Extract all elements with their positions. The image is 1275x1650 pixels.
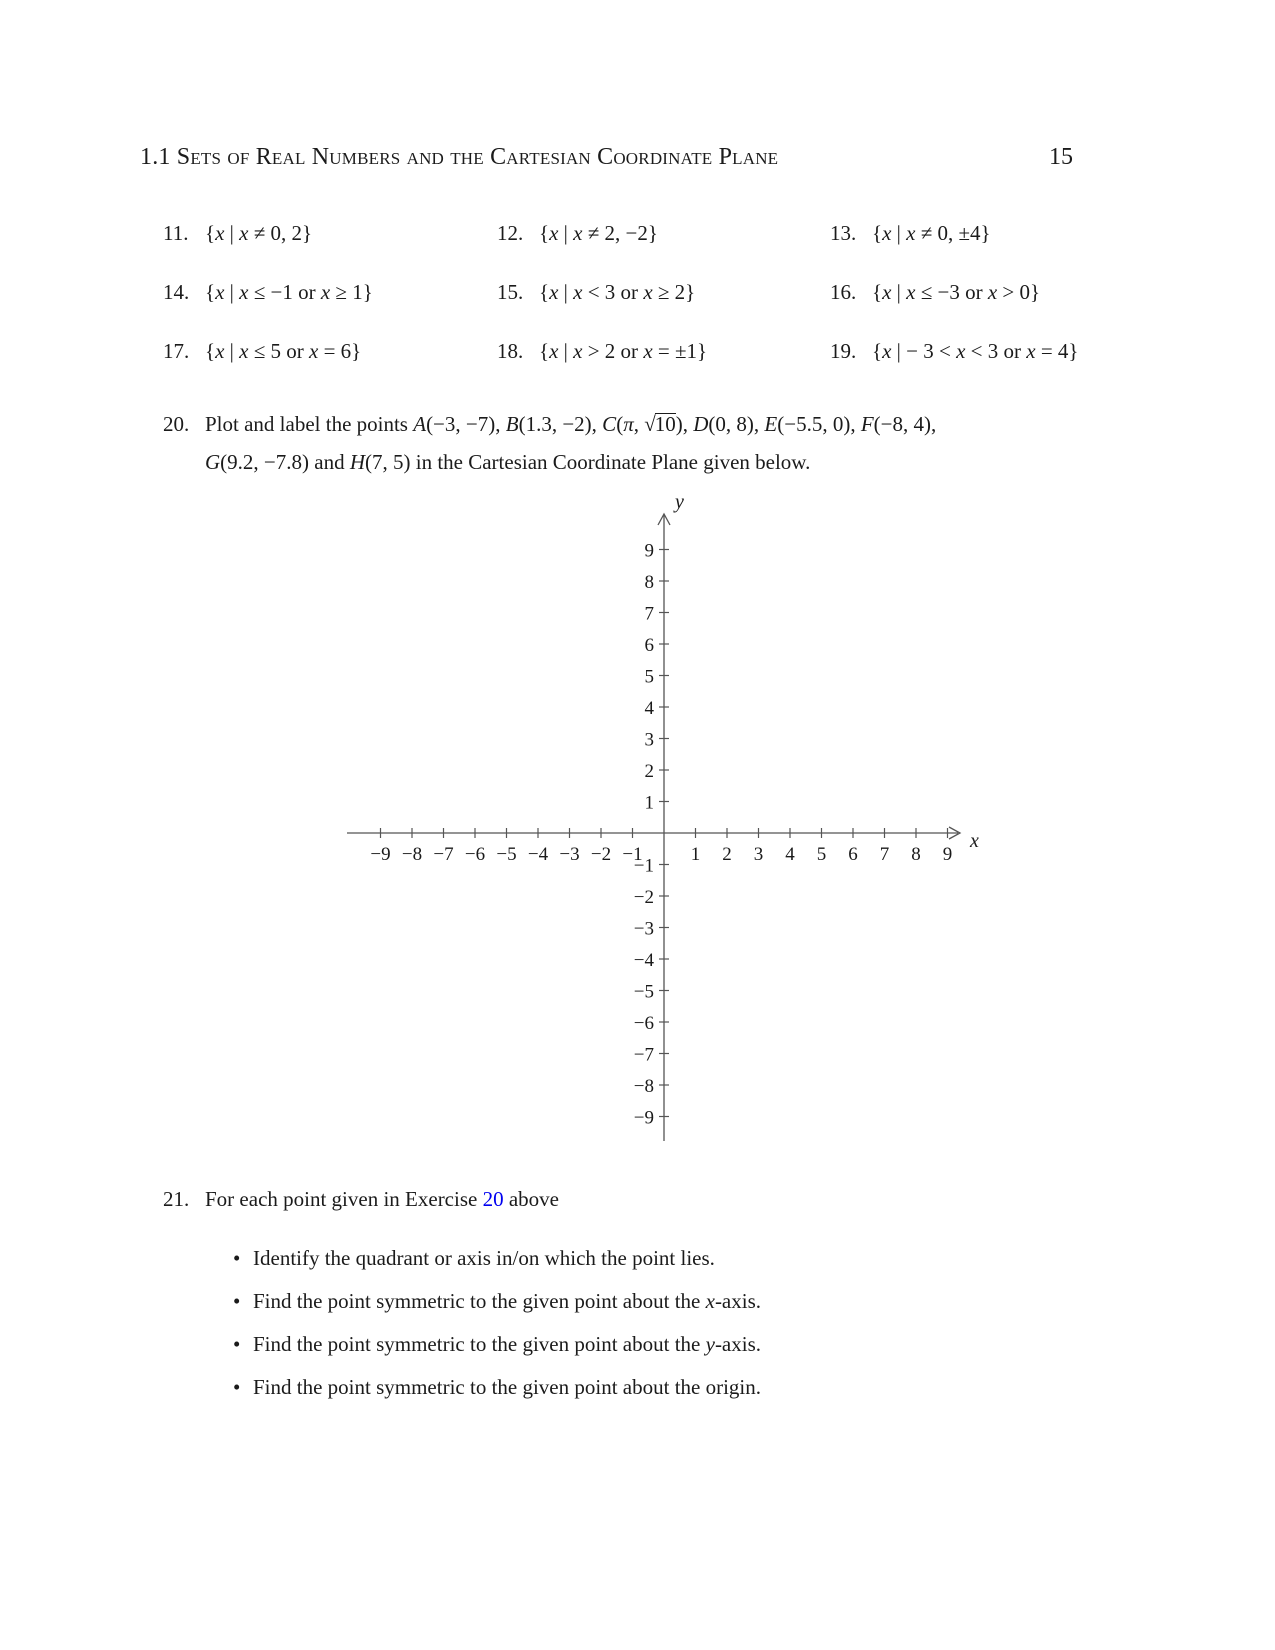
x-tick-label: 6: [848, 844, 858, 865]
bullet-icon: •: [233, 1332, 241, 1356]
exercise-number: 17.: [163, 339, 190, 363]
bullet-text: Find the point symmetric to the given point about the origin.: [253, 1375, 762, 1399]
y-tick-label: −3: [633, 918, 654, 940]
cartesian-coordinate-plane: [320, 478, 1010, 1178]
x-tick-label: −2: [590, 844, 612, 865]
x-tick-label: 7: [879, 844, 890, 865]
exercise-11: [163, 221, 312, 246]
exercise-number: 21.: [163, 1187, 190, 1211]
x-tick-label: 3: [753, 844, 764, 865]
y-tick-label: 3: [644, 729, 654, 751]
y-tick-label: 1: [644, 792, 654, 814]
y-tick-label: −8: [633, 1076, 654, 1097]
exercise-row-11-13: [163, 221, 1243, 251]
y-tick-label: −6: [633, 1013, 654, 1034]
x-tick-label: 4: [785, 844, 795, 865]
bullet-text: Find the point symmetric to the given point about the x-axis.: [253, 1289, 762, 1313]
exercise-number: 14.: [163, 280, 190, 304]
exercise-20-line2: G(9.2, −7.8) and H(7, 5) in the Cartesian Coordinate Plane given below.: [205, 450, 811, 474]
exercise-15: [497, 280, 695, 305]
bullet-item-origin-symmetry: [233, 1375, 761, 1400]
exercise-expression: {x | x < 3 or x ≥ 2}: [539, 280, 696, 304]
bullet-icon: •: [233, 1289, 241, 1313]
exercise-number: 20.: [163, 412, 190, 436]
exercise-expression: {x | x > 2 or x = ±1}: [539, 339, 708, 363]
exercise-17: [163, 339, 361, 364]
bullet-icon: •: [233, 1246, 241, 1270]
x-tick-label: −1: [622, 844, 643, 865]
x-axis-letter: x: [970, 830, 979, 852]
exercise-21-text-pre: For each point given in Exercise: [205, 1187, 483, 1211]
exercise-number: 18.: [497, 339, 524, 363]
bullet-item-y-axis-symmetry: [233, 1332, 761, 1357]
x-tick-label: −8: [401, 844, 423, 865]
x-tick-label: −3: [559, 844, 580, 865]
bullet-item-x-axis-symmetry: [233, 1289, 761, 1314]
exercise-19: [830, 339, 1079, 364]
exercise-number: 13.: [830, 221, 857, 245]
exercise-expression: {x | x ≠ 2, −2}: [539, 221, 658, 245]
x-tick-label: 5: [816, 844, 827, 865]
bullet-item-quadrant: [233, 1246, 715, 1271]
x-tick-label: 8: [911, 844, 921, 865]
y-tick-label: −9: [633, 1107, 654, 1129]
exercise-20-link[interactable]: 20: [482, 1187, 504, 1211]
exercise-row-17-19: [163, 339, 1243, 369]
y-tick-label: 5: [644, 666, 654, 688]
exercise-expression: {x | x ≤ −1 or x ≥ 1}: [205, 280, 373, 304]
x-tick-label: −4: [527, 844, 549, 865]
exercise-13: [830, 221, 991, 246]
x-tick-label: 9: [942, 844, 953, 865]
coordinate-plane-svg: [320, 478, 1010, 1178]
bullet-text: Find the point symmetric to the given point about the y-axis.: [253, 1332, 762, 1356]
exercise-21-text-post: above: [503, 1187, 559, 1211]
y-axis-letter: y: [675, 491, 684, 513]
y-tick-label: 2: [644, 761, 654, 782]
y-tick-label: 8: [644, 572, 654, 593]
exercise-number: 16.: [830, 280, 857, 304]
x-tick-label: −5: [496, 844, 517, 865]
exercise-number: 15.: [497, 280, 524, 304]
exercise-number: 19.: [830, 339, 857, 363]
exercise-20-text-post: ), D(0, 8), E(−5.5, 0), F(−8, 4),: [675, 412, 937, 436]
exercise-expression: {x | x ≠ 0, ±4}: [872, 221, 991, 245]
x-tick-label: −6: [464, 844, 486, 865]
exercise-12: [497, 221, 658, 246]
sqrt-symbol: √: [644, 412, 655, 436]
x-tick-label: −7: [433, 844, 454, 865]
section-title: 1.1 Sets of Real Numbers and the Cartesian Coordinate Plane: [140, 144, 779, 170]
y-tick-label: 6: [644, 635, 654, 656]
x-tick-label: −9: [370, 844, 391, 865]
exercise-expression: {x | − 3 < x < 3 or x = 4}: [872, 339, 1079, 363]
exercise-number: 12.: [497, 221, 524, 245]
y-tick-label: 9: [644, 540, 654, 562]
y-tick-label: 4: [644, 698, 654, 719]
exercise-expression: {x | x ≤ −3 or x > 0}: [872, 280, 1041, 304]
y-tick-label: −7: [633, 1044, 654, 1066]
y-tick-label: 7: [644, 603, 654, 625]
exercise-20-text-pre: Plot and label the points A(−3, −7), B(1.3, −2), C(π,: [205, 412, 645, 436]
y-tick-label: −5: [633, 981, 654, 1003]
exercise-20-line1: [163, 405, 1113, 443]
exercise-16: [830, 280, 1040, 305]
x-tick-label: 2: [722, 844, 732, 865]
exercise-expression: {x | x ≤ 5 or x = 6}: [205, 339, 362, 363]
exercise-14: [163, 280, 373, 305]
exercise-21: [163, 1187, 559, 1212]
exercise-number: 11.: [163, 221, 189, 245]
y-tick-label: −4: [633, 950, 654, 971]
page-number: 15: [1049, 144, 1073, 170]
y-tick-label: −1: [633, 855, 654, 877]
page-header: [140, 144, 1073, 171]
y-tick-label: −2: [633, 887, 654, 908]
exercise-expression: {x | x ≠ 0, 2}: [205, 221, 313, 245]
x-tick-label: 1: [690, 844, 701, 865]
exercise-18: [497, 339, 707, 364]
sqrt-radicand: 10: [654, 412, 676, 436]
bullet-icon: •: [233, 1375, 241, 1399]
bullet-text: Identify the quadrant or axis in/on which the point lies.: [253, 1246, 715, 1270]
exercise-row-14-16: [163, 280, 1243, 310]
exercise-20: [163, 405, 1113, 481]
